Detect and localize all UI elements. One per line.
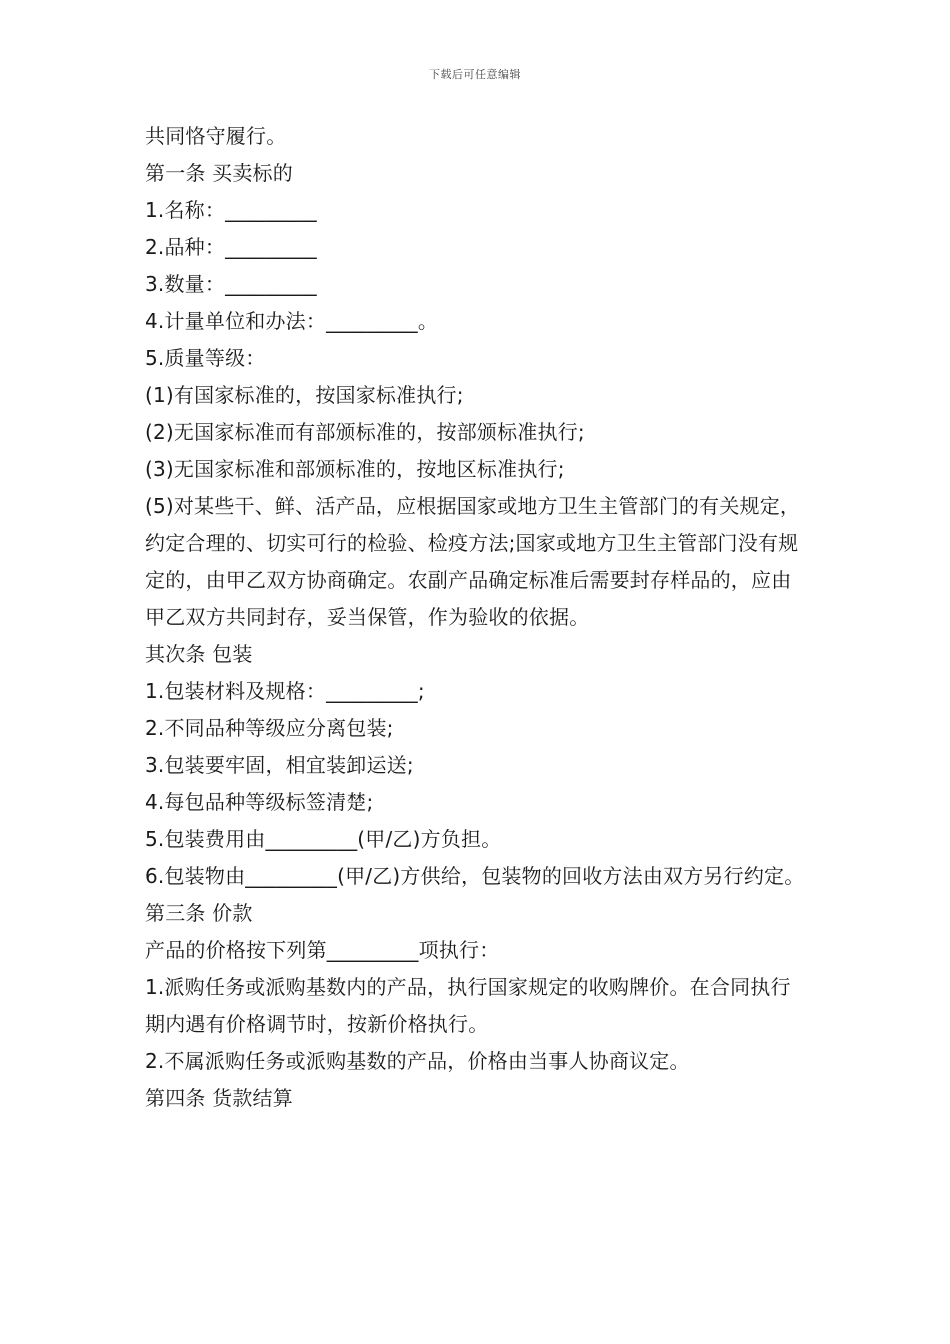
list-item: (3)无国家标准和部颁标准的，按地区标准执行; bbox=[145, 457, 565, 481]
list-item: 4.每包品种等级标签清楚; bbox=[145, 790, 374, 814]
page-header: 下载后可任意编辑 bbox=[429, 68, 521, 81]
list-item: 2.品种：_________ bbox=[145, 235, 317, 259]
section-heading: 第三条 价款 bbox=[145, 901, 253, 925]
list-item: (5)对某些干、鲜、活产品，应根据国家或地方卫生主管部门的有关规定，约定合理的、切实可行的检验、检疫方法;国家或地方卫生主管部门没有规定的，由甲乙双方协商确定。农副产品确定标准后需要封存样品的，应由甲乙双方共同封存，妥当保管，作为验收的依据。 bbox=[145, 494, 801, 629]
list-item: (1)有国家标准的，按国家标准执行; bbox=[145, 383, 464, 407]
list-item: 6.包装物由_________(甲/乙)方供给，包装物的回收方法由双方另行约定。 bbox=[145, 864, 805, 888]
list-item: 2.不同品种等级应分离包装; bbox=[145, 716, 394, 740]
section-heading: 其次条 包装 bbox=[145, 642, 253, 666]
section-heading: 第四条 货款结算 bbox=[145, 1086, 293, 1110]
section-heading: 第一条 买卖标的 bbox=[145, 161, 293, 185]
list-item: (2)无国家标准而有部颁标准的，按部颁标准执行; bbox=[145, 420, 585, 444]
document-body bbox=[145, 118, 807, 1117]
paragraph: 产品的价格按下列第_________项执行： bbox=[145, 938, 500, 962]
list-item: 3.数量：_________ bbox=[145, 272, 317, 296]
list-item: 5.包装费用由_________(甲/乙)方负担。 bbox=[145, 827, 502, 851]
paragraph: 共同恪守履行。 bbox=[145, 124, 287, 148]
list-item: 2.不属派购任务或派购基数的产品，价格由当事人协商议定。 bbox=[145, 1049, 690, 1073]
list-item: 1.包装材料及规格：_________; bbox=[145, 679, 425, 703]
list-item: 4.计量单位和办法：_________。 bbox=[145, 309, 439, 333]
list-item: 1.名称：_________ bbox=[145, 198, 317, 222]
list-item: 3.包装要牢固，相宜装卸运送; bbox=[145, 753, 414, 777]
list-item: 1.派购任务或派购基数内的产品，执行国家规定的收购牌价。在合同执行期内遇有价格调节时，按新价格执行。 bbox=[145, 975, 791, 1036]
list-item: 5.质量等级： bbox=[145, 346, 266, 370]
